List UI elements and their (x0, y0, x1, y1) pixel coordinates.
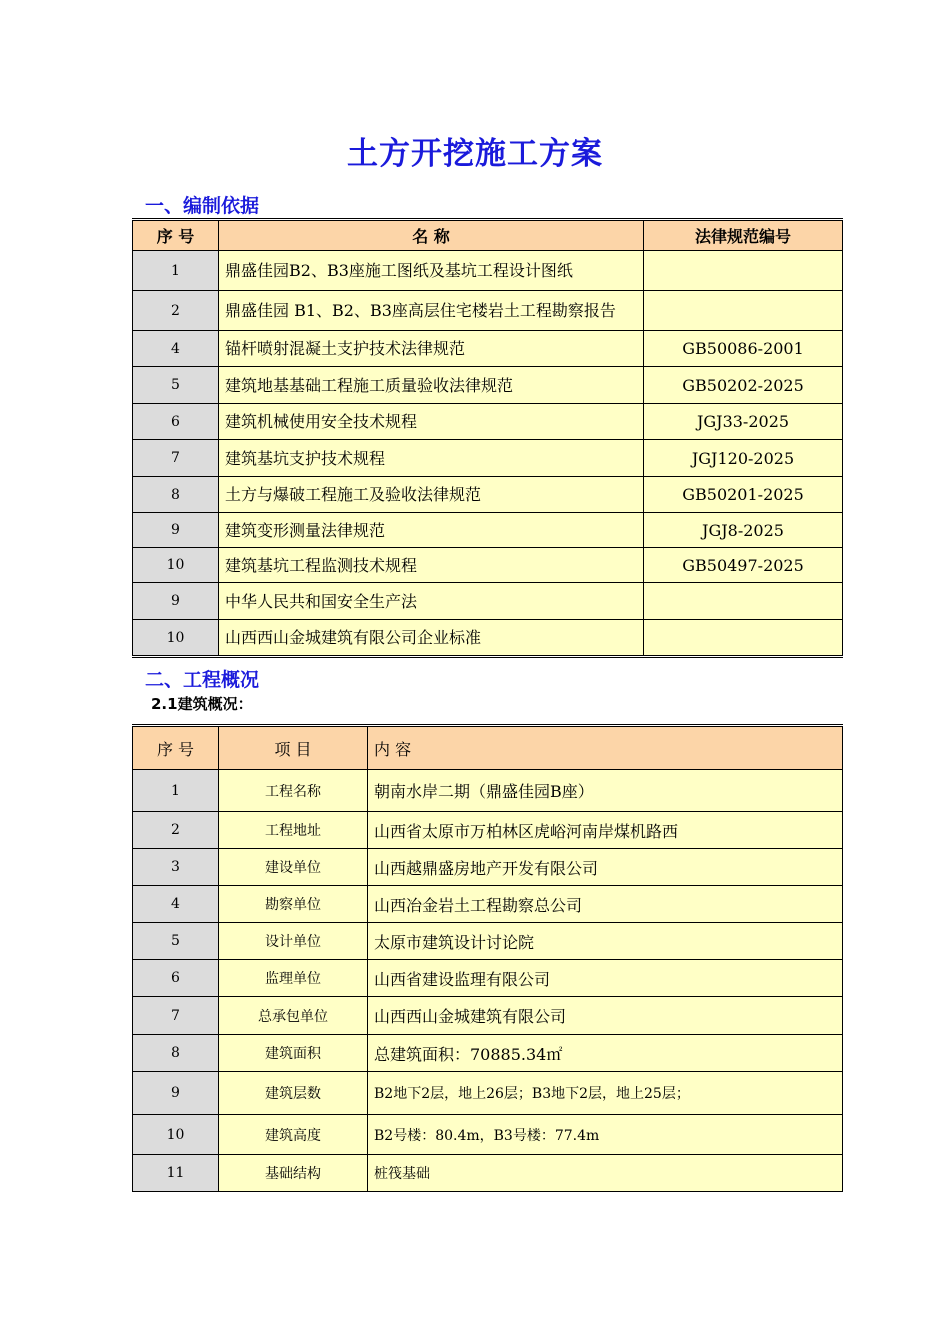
item-label: 基础结构 (219, 1155, 368, 1192)
row-number: 5 (133, 367, 219, 404)
overview-table (132, 724, 843, 1192)
row-number: 6 (133, 960, 219, 997)
row-number: 9 (133, 1072, 219, 1115)
item-content: 山西冶金岩土工程勘察总公司 (368, 886, 843, 923)
row-number: 3 (133, 849, 219, 886)
section-heading-basis: 一、编制依据 (145, 195, 260, 217)
standard-name: 建筑机械使用安全技术规程 (219, 404, 644, 440)
table-row (133, 251, 843, 291)
item-content: 总建筑面积：70885.34㎡ (368, 1035, 843, 1072)
standard-name: 建筑变形测量法律规范 (219, 513, 644, 548)
row-number: 6 (133, 404, 219, 440)
table-row (133, 513, 843, 548)
item-content: B2号楼：80.4m，B3号楼：77.4m (368, 1115, 843, 1155)
table-row (133, 960, 843, 997)
standard-code: GB50202-2025 (644, 367, 843, 404)
table-row (133, 849, 843, 886)
table-row (133, 620, 843, 657)
standard-code (644, 251, 843, 291)
header-item: 项 目 (219, 726, 368, 770)
standard-name: 鼎盛佳园B2、B3座施工图纸及基坑工程设计图纸 (219, 251, 644, 291)
header-no: 序 号 (133, 726, 219, 770)
section-heading-overview: 二、工程概况 (145, 669, 260, 691)
item-content: 桩筏基础 (368, 1155, 843, 1192)
item-label: 建筑高度 (219, 1115, 368, 1155)
standard-code: JGJ120-2025 (644, 440, 843, 477)
standard-name: 鼎盛佳园 B1、B2、B3座高层住宅楼岩土工程勘察报告 (219, 291, 644, 331)
standard-code: GB50201-2025 (644, 477, 843, 513)
table-row (133, 291, 843, 331)
item-label: 监理单位 (219, 960, 368, 997)
table-row (133, 997, 843, 1035)
item-label: 工程地址 (219, 812, 368, 849)
table-row (133, 331, 843, 367)
header-content: 内 容 (368, 726, 843, 770)
item-content: 太原市建筑设计讨论院 (368, 923, 843, 960)
table-row (133, 770, 843, 812)
row-number: 9 (133, 513, 219, 548)
item-label: 建筑层数 (219, 1072, 368, 1115)
table-row (133, 1035, 843, 1072)
table-row (133, 1072, 843, 1115)
standard-name: 中华人民共和国安全生产法 (219, 583, 644, 620)
table-row (133, 1115, 843, 1155)
row-number: 9 (133, 583, 219, 620)
item-label: 设计单位 (219, 923, 368, 960)
table-row (133, 367, 843, 404)
document-title: 土方开挖施工方案 (347, 136, 603, 172)
standard-code: JGJ8-2025 (644, 513, 843, 548)
standard-name: 锚杆喷射混凝土支护技术法律规范 (219, 331, 644, 367)
standard-code: GB50497-2025 (644, 548, 843, 583)
row-number: 8 (133, 477, 219, 513)
table-header-row (133, 726, 843, 770)
item-content: 山西省建设监理有限公司 (368, 960, 843, 997)
standard-code: JGJ33-2025 (644, 404, 843, 440)
table-row (133, 812, 843, 849)
header-no: 序 号 (133, 220, 219, 251)
row-number: 8 (133, 1035, 219, 1072)
row-number: 5 (133, 923, 219, 960)
item-label: 建设单位 (219, 849, 368, 886)
table-row (133, 477, 843, 513)
table-header-row (133, 220, 843, 251)
standard-code: GB50086-2001 (644, 331, 843, 367)
row-number: 10 (133, 1115, 219, 1155)
row-number: 11 (133, 1155, 219, 1192)
item-label: 工程名称 (219, 770, 368, 812)
table-row (133, 404, 843, 440)
table-row (133, 440, 843, 477)
subsection-heading-building: 2.1建筑概况： (151, 695, 253, 713)
item-content: 朝南水岸二期（鼎盛佳园B座） (368, 770, 843, 812)
standard-code (644, 620, 843, 657)
header-name: 名 称 (219, 220, 644, 251)
item-content: B2地下2层，地上26层；B3地下2层，地上25层； (368, 1072, 843, 1115)
standard-name: 山西西山金城建筑有限公司企业标准 (219, 620, 644, 657)
row-number: 7 (133, 997, 219, 1035)
table-row (133, 923, 843, 960)
table-row (133, 1155, 843, 1192)
row-number: 7 (133, 440, 219, 477)
table-row (133, 583, 843, 620)
basis-table (132, 218, 843, 658)
row-number: 4 (133, 886, 219, 923)
row-number: 10 (133, 620, 219, 657)
table-row (133, 548, 843, 583)
item-content: 山西西山金城建筑有限公司 (368, 997, 843, 1035)
table-row (133, 886, 843, 923)
standard-name: 土方与爆破工程施工及验收法律规范 (219, 477, 644, 513)
item-label: 勘察单位 (219, 886, 368, 923)
row-number: 10 (133, 548, 219, 583)
row-number: 1 (133, 251, 219, 291)
standard-code (644, 291, 843, 331)
standard-name: 建筑地基基础工程施工质量验收法律规范 (219, 367, 644, 404)
row-number: 4 (133, 331, 219, 367)
standard-name: 建筑基坑工程监测技术规程 (219, 548, 644, 583)
item-label: 总承包单位 (219, 997, 368, 1035)
standard-code (644, 583, 843, 620)
standard-name: 建筑基坑支护技术规程 (219, 440, 644, 477)
row-number: 2 (133, 812, 219, 849)
header-code: 法律规范编号 (644, 220, 843, 251)
item-content: 山西越鼎盛房地产开发有限公司 (368, 849, 843, 886)
row-number: 1 (133, 770, 219, 812)
item-content: 山西省太原市万柏林区虎峪河南岸煤机路西 (368, 812, 843, 849)
item-label: 建筑面积 (219, 1035, 368, 1072)
row-number: 2 (133, 291, 219, 331)
